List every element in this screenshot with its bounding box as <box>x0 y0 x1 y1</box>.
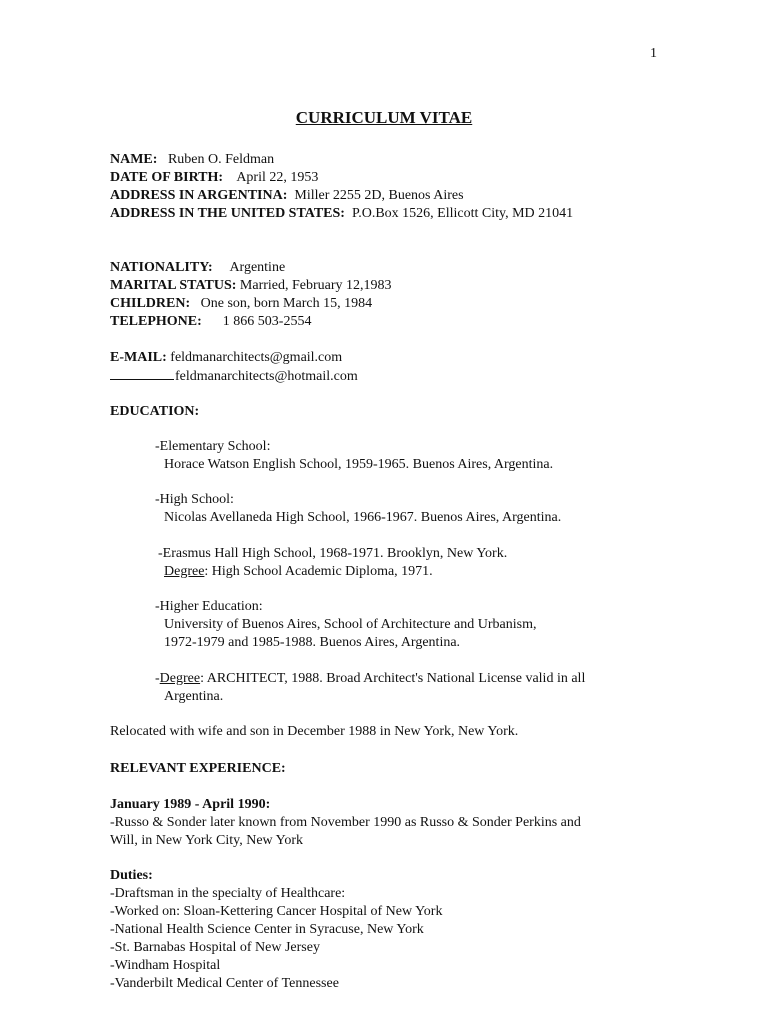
marital-label: MARITAL STATUS: <box>110 278 237 293</box>
duty-item: -Worked on: Sloan-Kettering Cancer Hospital of New York <box>110 904 443 919</box>
elementary-value: Horace Watson English School, 1959-1965. Buenos Aires, Argentina. <box>164 457 554 472</box>
name-value: Ruben O. Feldman <box>167 152 275 167</box>
duty-item: -Draftsman in the specialty of Healthcare: <box>110 886 346 901</box>
hs-degree-line <box>164 563 433 581</box>
architect-degree-value-2: Argentina. <box>164 689 224 704</box>
duty-item: -Windham Hospital <box>110 958 221 973</box>
architect-degree-line <box>155 670 585 688</box>
high-school-label: -High School: <box>155 492 234 507</box>
address-us-label: ADDRESS IN THE UNITED STATES: <box>110 206 345 221</box>
address-argentina-label: ADDRESS IN ARGENTINA: <box>110 188 288 203</box>
address-argentina-value: Miller 2255 2D, Buenos Aires <box>294 188 464 203</box>
experience-firm-2: Will, in New York City, New York <box>110 833 303 848</box>
telephone-line <box>110 313 311 331</box>
address-us-line <box>110 205 573 223</box>
hs-degree-value: : High School Academic Diploma, 1971. <box>204 564 433 579</box>
higher-education-value-1: University of Buenos Aires, School of Architecture and Urbanism, <box>164 617 537 632</box>
erasmus-line: -Erasmus Hall High School, 1968-1971. Brooklyn, New York. <box>158 546 508 561</box>
architect-degree-label: Degree <box>159 671 201 686</box>
dob-label: DATE OF BIRTH: <box>110 170 224 185</box>
address-argentina-line <box>110 187 464 205</box>
children-label: CHILDREN: <box>110 296 191 311</box>
high-school-value: Nicolas Avellaneda High School, 1966-1967. Buenos Aires, Argentina. <box>164 510 562 525</box>
relocated-text: Relocated with wife and son in December 1988 in New York, New York. <box>110 724 519 739</box>
email-line <box>110 349 342 367</box>
email-value-1: feldmanarchitects@gmail.com <box>170 350 343 365</box>
degree-label: Degree <box>164 564 205 579</box>
experience-heading: RELEVANT EXPERIENCE: <box>110 761 286 776</box>
email-line-2 <box>110 367 358 386</box>
children-line <box>110 295 372 313</box>
email-value-2: feldmanarchitects@hotmail.com <box>175 369 358 384</box>
page-number: 1 <box>650 46 657 61</box>
marital-line <box>110 277 392 295</box>
duties-heading: Duties: <box>110 868 153 883</box>
experience-firm-1: -Russo & Sonder later known from November 1990 as Russo & Sonder Perkins and <box>110 815 581 830</box>
dob-line <box>110 169 318 187</box>
nationality-line <box>110 259 285 277</box>
education-heading: EDUCATION: <box>110 404 200 419</box>
duty-item: -Vanderbilt Medical Center of Tennessee <box>110 976 339 991</box>
higher-education-label: -Higher Education: <box>155 599 263 614</box>
telephone-value: 1 866 503-2554 <box>222 314 312 329</box>
document-title: CURRICULUM VITAE <box>295 108 473 127</box>
dob-value: April 22, 1953 <box>236 170 319 185</box>
architect-degree-value: : ARCHITECT, 1988. Broad Architect's National License valid in all <box>200 671 586 686</box>
marital-value: Married, February 12,1983 <box>239 278 392 293</box>
architect-degree-prefix: - <box>155 671 160 686</box>
higher-education-value-2: 1972-1979 and 1985-1988. Buenos Aires, Argentina. <box>164 635 461 650</box>
duty-item: -St. Barnabas Hospital of New Jersey <box>110 940 320 955</box>
nationality-label: NATIONALITY: <box>110 260 213 275</box>
email-label: E-MAIL: <box>110 350 167 365</box>
underline-blank <box>110 367 174 380</box>
telephone-label: TELEPHONE: <box>110 314 202 329</box>
address-us-value: P.O.Box 1526, Ellicott City, MD 21041 <box>351 206 574 221</box>
nationality-value: Argentine <box>229 260 286 275</box>
elementary-label: -Elementary School: <box>155 439 271 454</box>
children-value: One son, born March 15, 1984 <box>200 296 373 311</box>
duty-item: -National Health Science Center in Syracuse, New York <box>110 922 424 937</box>
experience-period: January 1989 - April 1990: <box>110 797 271 812</box>
name-label: NAME: <box>110 152 158 167</box>
name-line <box>110 151 274 169</box>
